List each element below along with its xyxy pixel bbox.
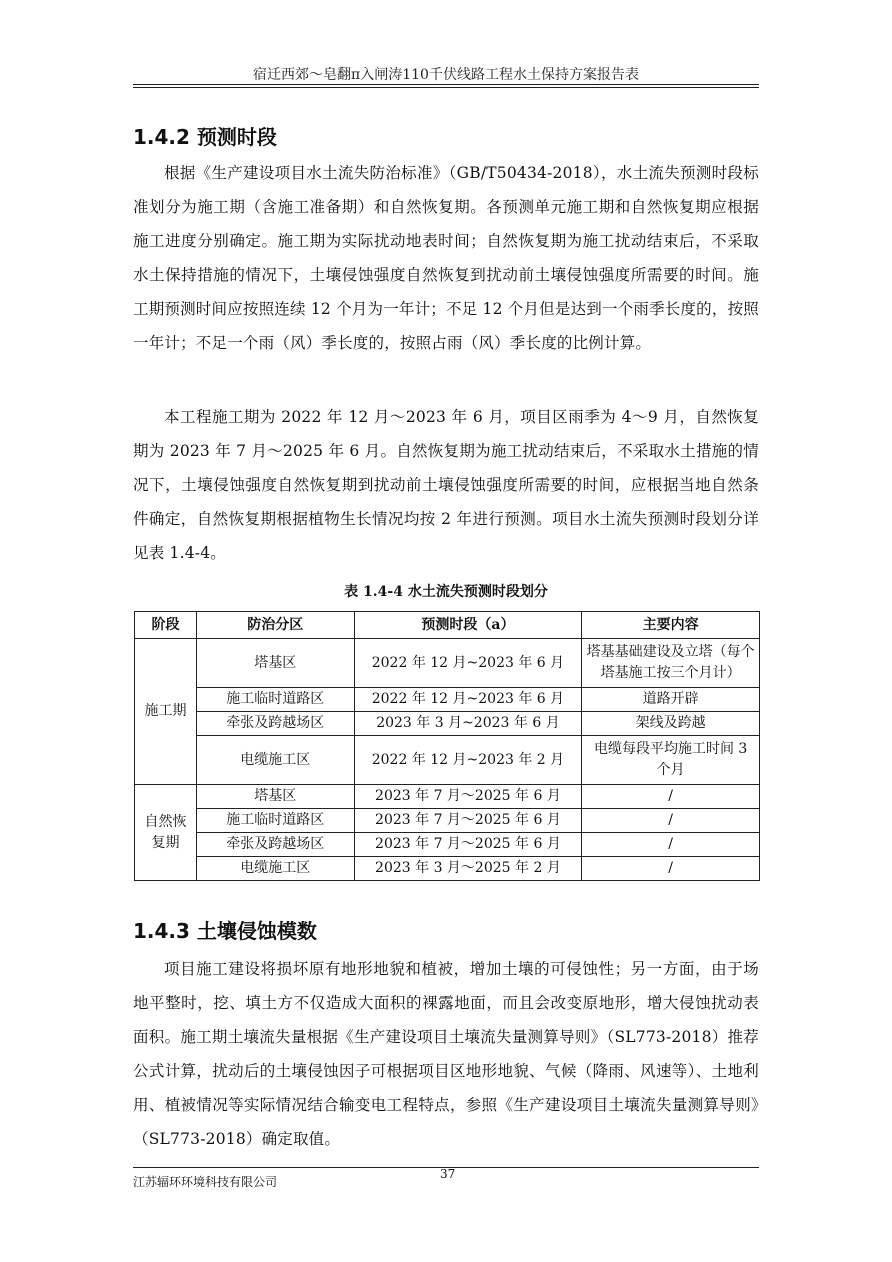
table-row — [135, 688, 760, 712]
page-number: 37 — [440, 1167, 456, 1181]
prediction-period-table — [134, 611, 760, 881]
footer-company: 江苏辐环环境科技有限公司 — [133, 1175, 278, 1189]
period-cell: 2023 年 7 月～2025 年 6 月 — [354, 809, 582, 833]
table-row — [135, 785, 760, 809]
header-zone: 防治分区 — [196, 612, 354, 639]
stage-cell-recovery: 自然恢复期 — [135, 785, 197, 881]
paragraph-prediction-period-standard: 根据《生产建设项目水土流失防治标准》（GB/T50434-2018），水土流失预测时段标准划分为施工期（含施工准备期）和自然恢复期。各预测单元施工期和自然恢复期应根据施工进度分别确定。施工期为实际扰动地表时间；自然恢复期为施工扰动结束后，不采取水土保持措施的情况下，土壤侵蚀强度自然恢复到扰动前土壤侵蚀强度所需要的时间。施工期预测时间应按照连续 12 个月为一年计；不足 12 个月但是达到一个雨季长度的，按照一年计；不足一个雨（风）季长度的，按照占雨（风）季长度的比例计算。 — [133, 164, 759, 352]
content-cell: / — [582, 857, 760, 881]
period-cell: 2023 年 7 月～2025 年 6 月 — [354, 785, 582, 809]
zone-cell: 电缆施工区 — [196, 857, 354, 881]
table-row — [135, 736, 760, 785]
header-period: 预测时段（a） — [354, 612, 582, 639]
content-cell: 塔基基础建设及立塔（每个塔基施工按三个月计） — [582, 639, 760, 688]
period-cell: 2022 年 12 月~2023 年 2 月 — [354, 736, 582, 785]
content-cell: / — [582, 785, 760, 809]
zone-cell: 塔基区 — [196, 639, 354, 688]
table-header-row — [135, 612, 760, 639]
period-cell: 2023 年 7 月～2025 年 6 月 — [354, 833, 582, 857]
table-row — [135, 857, 760, 881]
zone-cell: 施工临时道路区 — [196, 809, 354, 833]
period-cell: 2022 年 12 月~2023 年 6 月 — [354, 688, 582, 712]
header-divider — [133, 84, 759, 85]
period-cell: 2023 年 3 月~2023 年 6 月 — [354, 712, 582, 736]
table-row — [135, 809, 760, 833]
header-content: 主要内容 — [582, 612, 760, 639]
zone-cell: 电缆施工区 — [196, 736, 354, 785]
page-header-title: 宿迁西郊～皂翻π入闸涛110千伏线路工程水土保持方案报告表 — [253, 67, 639, 83]
header-divider-thin — [133, 87, 759, 88]
table-caption: 表 1.4-4 水土流失预测时段划分 — [344, 584, 548, 600]
section-heading-143: 1.4.3 土壤侵蚀模数 — [133, 919, 317, 943]
table-row — [135, 639, 760, 688]
paragraph-soil-erosion-modulus: 项目施工建设将损坏原有地形地貌和植被，增加土壤的可侵蚀性；另一方面，由于场地平整时，挖、填土方不仅造成大面积的裸露地面，而且会改变原地形，增大侵蚀扰动表面积。施工期土壤流失量根据《生产建设项目土壤流失量测算导则》（SL773-2018）推荐公式计算，扰动后的土壤侵蚀因子可根据项目区地形地貌、气候（降雨、风速等）、土地利用、植被情况等实际情况结合输变电工程特点，参照《生产建设项目土壤流失量测算导则》（SL773-2018）确定取值。 — [133, 960, 759, 1148]
stage-cell-construction: 施工期 — [135, 639, 197, 785]
table-row — [135, 712, 760, 736]
zone-cell: 塔基区 — [196, 785, 354, 809]
zone-cell: 牵张及跨越场区 — [196, 712, 354, 736]
period-cell: 2023 年 3 月～2025 年 2 月 — [354, 857, 582, 881]
content-cell: / — [582, 809, 760, 833]
header-stage: 阶段 — [135, 612, 197, 639]
zone-cell: 牵张及跨越场区 — [196, 833, 354, 857]
paragraph-project-periods: 本工程施工期为 2022 年 12 月～2023 年 6 月，项目区雨季为 4～9 月，自然恢复期为 2023 年 7 月～2025 年 6 月。自然恢复期为施工扰动结束后，不采取水土措施的情况下，土壤侵蚀强度自然恢复期到扰动前土壤侵蚀强度所需要的时间，应根据当地自然条件确定，自然恢复期根据植物生长情况均按 2 年进行预测。项目水土流失预测时段划分详见表 1.4-4。 — [133, 408, 759, 562]
content-cell: 电缆每段平均施工时间 3 个月 — [582, 736, 760, 785]
content-cell: / — [582, 833, 760, 857]
table-row — [135, 833, 760, 857]
content-cell: 架线及跨越 — [582, 712, 760, 736]
content-cell: 道路开辟 — [582, 688, 760, 712]
section-heading-142: 1.4.2 预测时段 — [133, 125, 277, 149]
zone-cell: 施工临时道路区 — [196, 688, 354, 712]
period-cell: 2022 年 12 月~2023 年 6 月 — [354, 639, 582, 688]
